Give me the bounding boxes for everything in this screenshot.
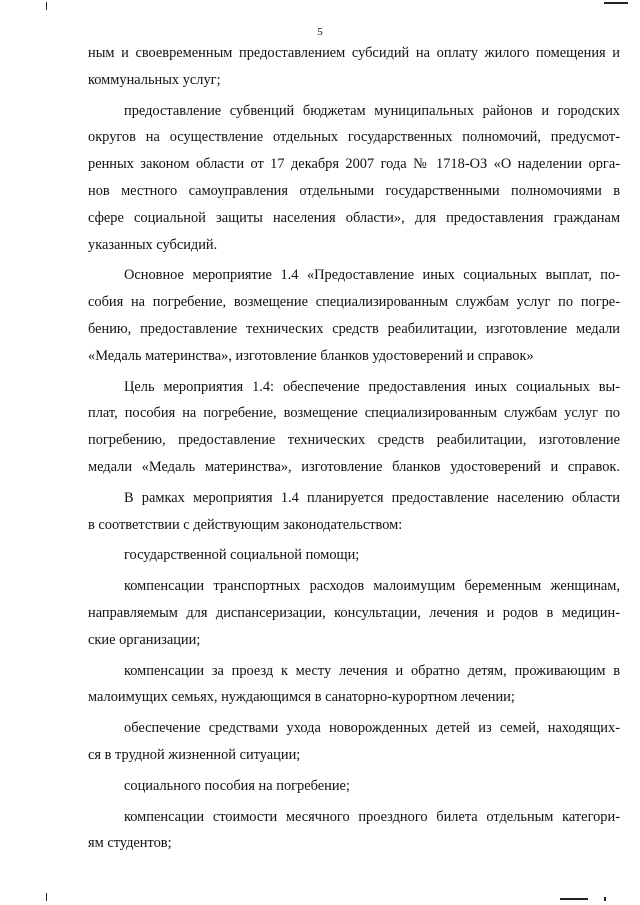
text-line: Основное мероприятие 1.4 «Предоставление иных социальных выплат, по-: [124, 267, 620, 284]
list-item-travel-compensation: [88, 658, 620, 712]
paragraph-activity-goal: [88, 374, 620, 481]
text-line: собия на погребение, возмещение специализированным службам услуг по погре-: [88, 294, 620, 311]
text-line: В рамках мероприятия 1.4 планируется предоставление населению области: [124, 489, 620, 506]
text-line: ренных законом области от 17 декабря 2007 года № 1718-ОЗ «О наделении орга-: [88, 156, 620, 173]
page-number: 5: [317, 26, 323, 38]
text-line: ным и своевременным предоставлением субсидий на оплату жилого помещения и: [88, 45, 620, 61]
text-line: компенсации за проезд к месту лечения и обратно детям, проживающим в: [124, 662, 620, 679]
text-line: Цель мероприятия 1.4: обеспечение предоставления иных социальных вы-: [124, 378, 620, 395]
paragraph-main-activity: [88, 262, 620, 369]
list-item-newborn-care: [88, 715, 620, 769]
text-line: погребению, предоставление технических средств реабилитации, изготовление: [88, 432, 620, 449]
paragraph-planned-provision: [88, 485, 620, 539]
list-item-transport-compensation: [88, 573, 620, 653]
scan-mark-bottom-left: [46, 893, 47, 901]
text-line: компенсации транспортных расходов малоимущим беременным женщинам,: [124, 578, 620, 595]
text-line: направляемым для диспансеризации, консультации, лечения и родов в медицин-: [88, 604, 620, 621]
scan-mark-bottom-right: [560, 898, 588, 900]
text-line: коммунальных услуг;: [88, 71, 221, 88]
text-line: ям студентов;: [88, 835, 172, 852]
text-line: обеспечение средствами ухода новорожденных детей из семей, находящих-: [124, 720, 620, 737]
text-line: предоставление субвенций бюджетам муниципальных районов и городских: [124, 102, 620, 119]
paragraph-subsidy-continuation: [88, 40, 620, 94]
text-line: социального пособия на погребение;: [124, 777, 350, 794]
text-line: плат, пособия на погребение, возмещение специализированным службам услуг по: [88, 405, 620, 422]
paragraph-subventions: [88, 98, 620, 259]
text-line: «Медаль материнства», изготовление бланков удостоверений и справок»: [88, 347, 534, 364]
text-line: медали «Медаль материнства», изготовление бланков удостоверений и справок.: [88, 458, 620, 475]
text-line: округов на осуществление отдельных государственных полномочий, предусмот-: [88, 129, 620, 146]
text-line: государственной социальной помощи;: [124, 547, 360, 564]
scan-mark-top-right: [604, 2, 628, 4]
text-line: указанных субсидий.: [88, 236, 218, 253]
text-line: нов местного самоуправления отдельными государственными полномочиями в: [88, 182, 620, 199]
scan-mark-bottom-right-dot: [604, 897, 606, 901]
text-line: ские организации;: [88, 631, 201, 648]
text-line: сфере социальной защиты населения области», для предоставления гражданам: [88, 209, 620, 226]
text-line: ся в трудной жизненной ситуации;: [88, 746, 301, 763]
text-line: компенсации стоимости месячного проездного билета отдельным категори-: [124, 808, 620, 825]
list-item-student-ticket: [88, 804, 620, 858]
list-item-state-social-aid: [88, 542, 620, 569]
scan-mark-top-left: [46, 2, 47, 10]
text-line: бению, предоставление технических средств реабилитации, изготовление медали: [88, 320, 620, 337]
list-item-burial-allowance: [88, 773, 620, 800]
document-body: [88, 40, 620, 857]
text-line: в соответствии с действующим законодательством:: [88, 516, 403, 533]
text-line: малоимущих семьях, нуждающимся в санаторно-курортном лечении;: [88, 689, 515, 706]
